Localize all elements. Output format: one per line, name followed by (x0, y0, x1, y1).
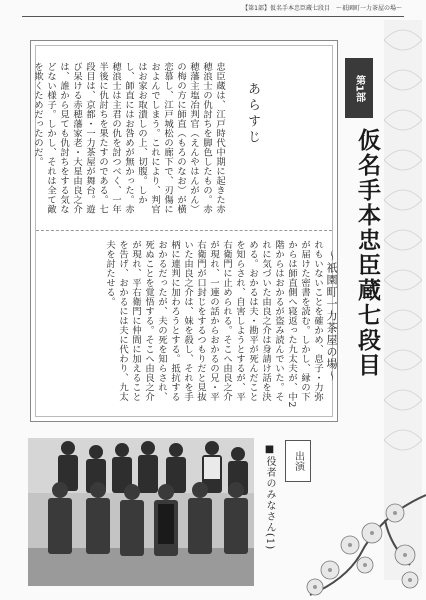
section-divider (36, 230, 332, 231)
page-title: 仮名手本忠臣蔵七段目 (354, 128, 381, 378)
cast-group-photo (28, 438, 254, 586)
running-header: 【第1部】仮名手本忠臣蔵七段目 〜祇園町一力茶屋の場〜 (242, 5, 402, 12)
cast-label-box: 出演 (285, 440, 311, 482)
cherry-blossom-decoration (290, 475, 426, 600)
cast-photo-image (28, 438, 254, 586)
synopsis-text-top: 忠臣蔵は、江戸時代中期に起きた赤穂浪士の仇討ちを脚色したもの。赤穂藩主塩冶判官（えんやはんがん）の梅の方に師直（もろのなお）が横恋慕し、江戸城松の廊下で、刃傷におよんでしまう。これにより、判官はお家お取潰しの上、切腹。しかし、師直にはお咎めが無かった。赤穂浪士は主君の仇を討つべく、一年半後に仇討ちを果たすのである。七段目は、京都・一力茶屋が舞台。遊び呆ける赤穂藩家老・大星由良之介は、誰から見ても仇討ちをする気などない様子。しかし、それは全て敵を欺くためだったのだ。 (32, 62, 225, 214)
part-badge: 第1部 (345, 58, 373, 118)
cast-caption: ■役者のみなさん(1) (264, 444, 275, 551)
page-subtitle: 〜祇園町一力茶屋の場〜 (325, 250, 338, 382)
synopsis-heading: あらすじ (245, 82, 260, 146)
synopsis-text-bottom: れもいないことを確かめ、息子・力弥が届けた密書を読む。しかし、縁の下からは師直側へ寝返った九太夫が、中2階からはおかるが盗み読んでいた。それに気づいた由良之介は身請け話を決める。おかるは夫・勘平が死んだことを知らされ、自害しようとするが、平右衛門に止められる。そこへ由良之介が現れ、一連の話からおかるの兄・平右衛門が口封じをするつもりだと見抜いた由良之介は、妹を殺し、それを手柄に連判に加わろうとする。抵抗するおかるだったが、夫の死を知らされ、死ぬことを覚悟する。そこへ由良之介が現れ、平右衛門に仲間に加えることを告げ、おかるには夫に代わり、九太夫を討たせる。 (104, 240, 323, 408)
header-rule (22, 16, 404, 17)
